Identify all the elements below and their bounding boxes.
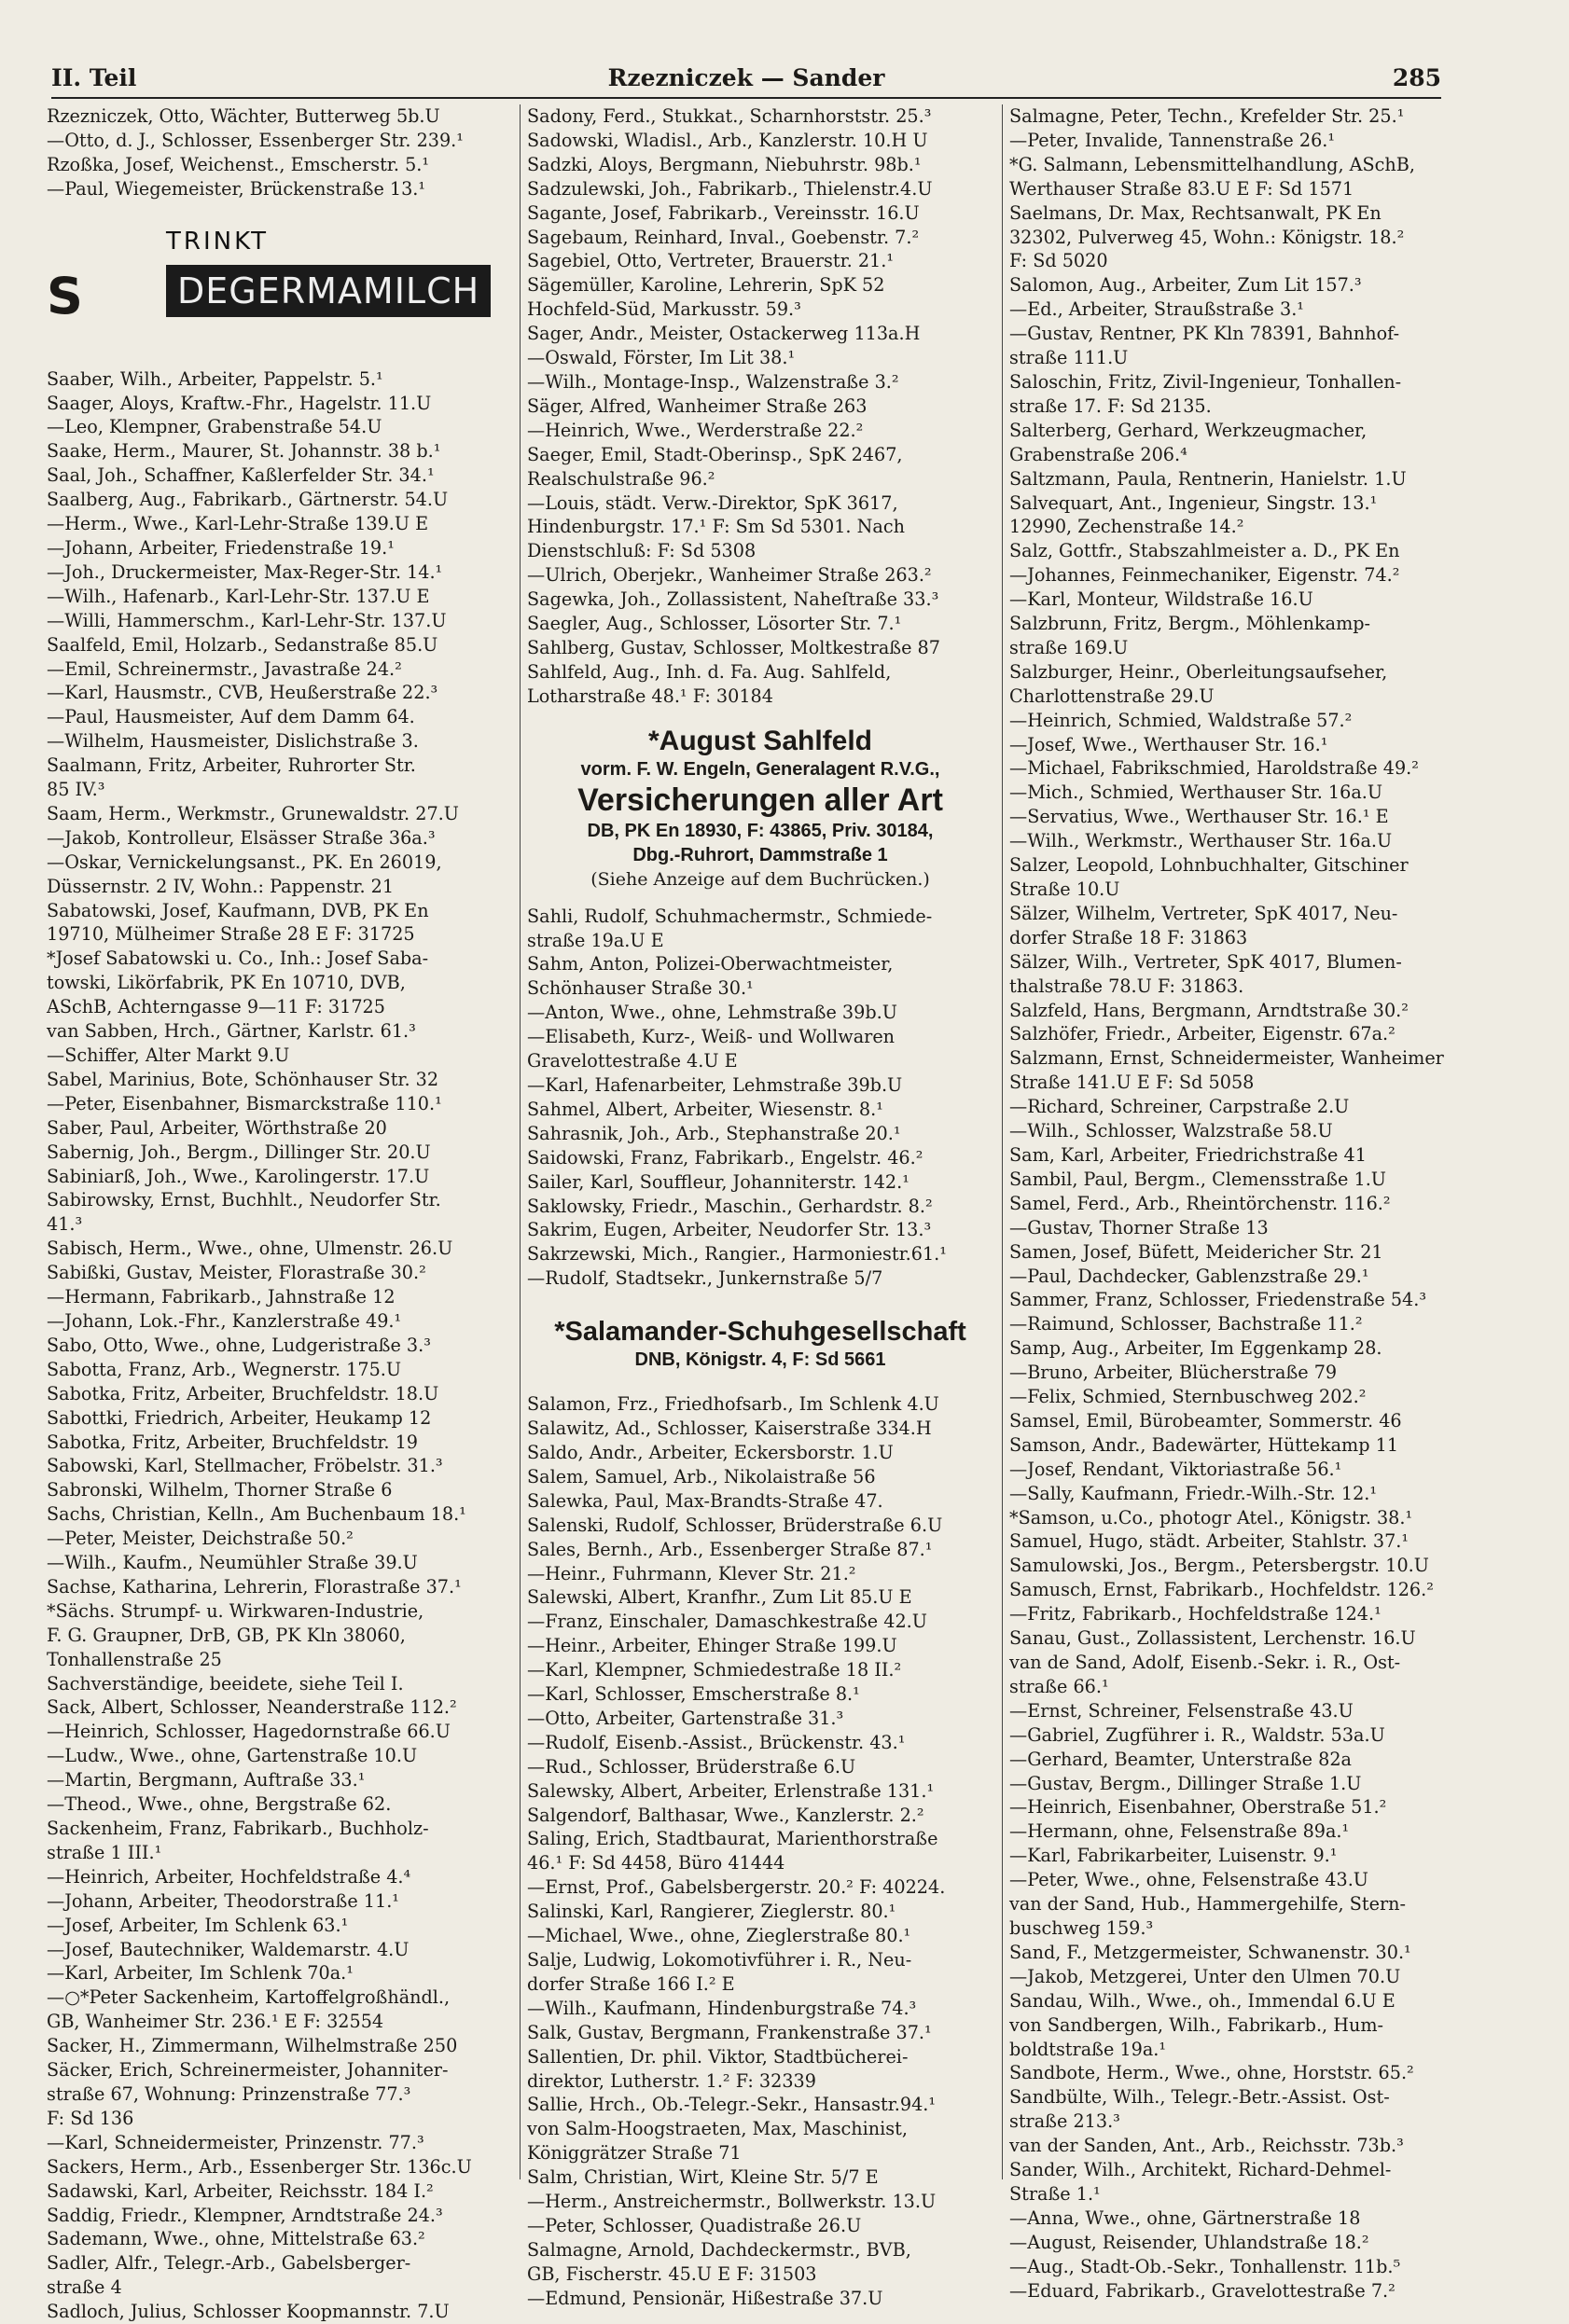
directory-entry: —Josef, Rendant, Viktoriastraße 56.¹ xyxy=(1009,1458,1342,1480)
column-2 xyxy=(527,104,993,2309)
directory-entry: Straße 10.U xyxy=(1009,878,1120,900)
directory-entry: Säger, Alfred, Wanheimer Straße 263 xyxy=(527,394,868,417)
directory-entry: 19710, Mülheimer Straße 28 E F: 31725 xyxy=(47,923,415,946)
directory-entry: —○*Peter Sackenheim, Kartoffelgroßhändl., xyxy=(47,1986,451,2009)
directory-entry: Samp, Aug., Arbeiter, Im Eggenkamp 28. xyxy=(1009,1337,1382,1360)
page-number: 285 xyxy=(1392,64,1441,91)
directory-entry: Sambil, Paul, Bergm., Clemensstraße 1.U xyxy=(1009,1168,1386,1190)
directory-entry: dorfer Straße 18 F: 31863 xyxy=(1009,926,1248,948)
directory-entry: straße 17. F: Sd 2135. xyxy=(1009,394,1212,417)
directory-entry: Sander, Wilh., Architekt, Richard-Dehmel- xyxy=(1009,2159,1392,2181)
directory-entry: —Paul, Dachdecker, Gablenzstraße 29.¹ xyxy=(1009,1265,1369,1287)
directory-entry: Saaber, Wilh., Arbeiter, Pappelstr. 5.¹ xyxy=(47,367,383,390)
directory-entry: Salterberg, Gerhard, Werkzeugmacher, xyxy=(1009,419,1368,441)
directory-entry: Sagewka, Joh., Zollassistent, Naheſtraße 33.³ xyxy=(527,588,939,611)
directory-entry: Sabotka, Fritz, Arbeiter, Bruchfeldstr. 19 xyxy=(47,1431,419,1453)
directory-entry: straße 19a.U E xyxy=(527,929,664,951)
directory-entry: Sahlberg, Gustav, Schlosser, Moltkestraße 87 xyxy=(527,636,940,658)
directory-entry: 46.¹ F: Sd 4458, Büro 41444 xyxy=(527,1852,785,1874)
directory-entry: *Samson, u.Co., photogr Atel., Königstr. 38.¹ xyxy=(1009,1506,1413,1529)
directory-entry: —Gustav, Bergm., Dillinger Straße 1.U xyxy=(1009,1772,1362,1794)
ad-line-2: DEGERMAMILCH xyxy=(166,265,491,317)
directory-entry: Salem, Samuel, Arb., Nikolaistraße 56 xyxy=(527,1465,876,1487)
directory-entry: Salzhöfer, Friedr., Arbeiter, Eigenstr. 67a.² xyxy=(1009,1023,1395,1045)
directory-entry: Realschulstraße 96.² xyxy=(527,467,715,490)
directory-entry: Straße 1.¹ xyxy=(1009,2182,1101,2205)
entry-list xyxy=(47,104,513,201)
directory-entry: —Richard, Schreiner, Carpstraße 2.U xyxy=(1009,1096,1350,1118)
directory-entry: Grabenstraße 206.⁴ xyxy=(1009,443,1187,465)
directory-entry: —Karl, Arbeiter, Im Schlenk 70a.¹ xyxy=(47,1962,354,1985)
directory-entry: Sahrasnik, Joh., Arb., Stephanstraße 20.¹ xyxy=(527,1122,901,1144)
salamander-ad xyxy=(527,1317,993,1372)
directory-entry: dorfer Straße 166 I.² E xyxy=(527,1972,735,1995)
directory-entry: Sales, Bernh., Arb., Essenberger Straße 87.¹ xyxy=(527,1538,933,1560)
entry-list xyxy=(47,367,513,2324)
directory-entry: Sabel, Marinius, Bote, Schönhauser Str. 32 xyxy=(47,1068,439,1090)
column-divider xyxy=(1002,104,1003,2179)
directory-entry: Sager, Andr., Meister, Ostackerweg 113a.H xyxy=(527,323,921,345)
directory-entry: —Ed., Arbeiter, Straußstraße 3.¹ xyxy=(1009,298,1304,321)
directory-entry: Sakrzewski, Mich., Rangier., Harmoniestr.61.¹ xyxy=(527,1243,947,1266)
directory-entry: Sallentien, Dr. phil. Viktor, Stadtbücherei- xyxy=(527,2045,909,2068)
directory-entry: Sahm, Anton, Polizei-Oberwachtmeister, xyxy=(527,953,894,975)
directory-entry: straße 169.U xyxy=(1009,636,1129,658)
page-header xyxy=(51,60,1441,99)
directory-entry: —Otto, Arbeiter, Gartenstraße 31.³ xyxy=(527,1707,844,1729)
directory-entry: —Michael, Wwe., ohne, Zieglerstraße 80.¹ xyxy=(527,1925,911,1947)
directory-entry: Sadzulewski, Joh., Fabrikarb., Thielenstr.4.U xyxy=(527,177,933,200)
directory-entry: Salomon, Aug., Arbeiter, Zum Lit 157.³ xyxy=(1009,274,1362,297)
directory-entry: —Heinrich, Schlosser, Hagedornstraße 66.U xyxy=(47,1721,451,1743)
directory-entry: Sadloch, Julius, Schlosser Koopmannstr. 7.U xyxy=(47,2301,450,2323)
directory-entry: —Rudolf, Eisenb.-Assist., Brückenstr. 43.¹ xyxy=(527,1731,906,1753)
directory-entry: Salzburger, Heinr., Oberleitungsaufseher, xyxy=(1009,660,1388,683)
directory-entry: Sademann, Wwe., ohne, Mittelstraße 63.² xyxy=(47,2228,425,2250)
directory-entry: Sabirowsky, Ernst, Buchhlt., Neudorfer Str. xyxy=(47,1189,441,1211)
directory-entry: —Herm., Wwe., Karl-Lehr-Straße 139.U E xyxy=(47,513,429,535)
directory-entry: —Ernst, Schreiner, Felsenstraße 43.U xyxy=(1009,1699,1354,1722)
directory-entry: Saldo, Andr., Arbeiter, Eckersborstr. 1.U xyxy=(527,1441,894,1463)
directory-entry: —Wilh., Kaufmann, Hindenburgstraße 74.³ xyxy=(527,1997,917,2019)
directory-entry: —Hermann, ohne, Felsenstraße 89a.¹ xyxy=(1009,1820,1350,1843)
directory-entry: Sabottki, Friedrich, Arbeiter, Heukamp 12 xyxy=(47,1406,432,1429)
directory-entry: Sagebiel, Otto, Vertreter, Brauerstr. 21.¹ xyxy=(527,250,895,272)
directory-entry: Sadler, Alfr., Telegr.-Arb., Gabelsberger- xyxy=(47,2252,411,2275)
directory-entry: Sandbülte, Wilh., Telegr.-Betr.-Assist. Ost- xyxy=(1009,2086,1390,2109)
directory-entry: —Martin, Bergmann, Auftraße 33.¹ xyxy=(47,1769,366,1791)
directory-entry: Sabißki, Gustav, Meister, Florastraße 30.² xyxy=(47,1262,426,1284)
directory-entry: Salzbrunn, Fritz, Bergm., Möhlenkamp- xyxy=(1009,613,1371,635)
directory-entry: —Franz, Einschaler, Damaschkestraße 42.U xyxy=(527,1611,927,1633)
directory-entry: Salewsky, Albert, Arbeiter, Erlenstraße 131.¹ xyxy=(527,1779,935,1802)
directory-entry: Salgendorf, Balthasar, Wwe., Kanzlerstr. 2.² xyxy=(527,1804,924,1826)
directory-entry: GB, Wanheimer Str. 236.¹ E F: 32554 xyxy=(47,2011,384,2033)
directory-entry: Salz, Gottfr., Stabszahlmeister a. D., PK En xyxy=(1009,540,1400,562)
directory-entry: —Wilh., Montage-Insp., Walzenstraße 3.² xyxy=(527,370,899,393)
directory-entry: —Jakob, Kontrolleur, Elsässer Straße 36a.³ xyxy=(47,826,436,849)
directory-entry: Saber, Paul, Arbeiter, Wörthstraße 20 xyxy=(47,1116,387,1139)
directory-entry: —Wilh., Kaufm., Neumühler Straße 39.U xyxy=(47,1552,418,1574)
directory-entry: Hochfeld-Süd, Markusstr. 59.³ xyxy=(527,298,801,321)
directory-entry: straße 213.³ xyxy=(1009,2110,1120,2133)
ad-letter: S xyxy=(47,266,83,325)
directory-entry: Saalfeld, Emil, Holzarb., Sedanstraße 85.U xyxy=(47,633,438,656)
ad-line: (Siehe Anzeige auf dem Buchrücken.) xyxy=(590,868,930,890)
directory-entry: Sakrim, Eugen, Arbeiter, Neudorfer Str. 13.³ xyxy=(527,1219,932,1241)
directory-entry: —Karl, Schlosser, Emscherstraße 8.¹ xyxy=(527,1683,860,1706)
directory-entry: —Michael, Fabrikschmied, Haroldstraße 49.² xyxy=(1009,757,1419,780)
directory-entry: Werthauser Straße 83.U E F: Sd 1571 xyxy=(1009,177,1354,200)
directory-entry: 12990, Zechenstraße 14.² xyxy=(1009,516,1244,538)
directory-entry: Salawitz, Ad., Schlosser, Kaiserstraße 334.H xyxy=(527,1418,932,1440)
directory-entry: Salewski, Albert, Kranfhr., Zum Lit 85.U E xyxy=(527,1586,912,1609)
directory-entry: —Oswald, Förster, Im Lit 38.¹ xyxy=(527,347,796,369)
directory-entry: van de Sand, Adolf, Eisenb.-Sekr. i. R., Ost- xyxy=(1009,1652,1401,1673)
directory-entry: —Wilh., Hafenarb., Karl-Lehr-Str. 137.U E xyxy=(47,585,430,607)
directory-entry: Sadawski, Karl, Arbeiter, Reichsstr. 184 I.² xyxy=(47,2179,434,2202)
ad-line-1: TRINKT xyxy=(166,227,269,256)
directory-entry: straße 4 xyxy=(47,2276,122,2299)
directory-entry: Salvequart, Ant., Ingenieur, Singstr. 13.¹ xyxy=(1009,491,1378,514)
directory-entry: Rzezniczek, Otto, Wächter, Butterweg 5b.U xyxy=(47,105,440,127)
directory-entry: Saalberg, Aug., Fabrikarb., Gärtnerstr. 54.U xyxy=(47,489,449,511)
directory-entry: Sandbote, Herm., Wwe., ohne, Horststr. 65.² xyxy=(1009,2062,1414,2084)
sahlfeld-ad xyxy=(527,726,993,892)
directory-entry: Hindenburgstr. 17.¹ F: Sm Sd 5301. Nach xyxy=(527,516,905,538)
directory-entry: —Peter, Meister, Deichstraße 50.² xyxy=(47,1528,354,1550)
directory-entry: Sagante, Josef, Fabrikarb., Vereinsstr. 16.U xyxy=(527,201,920,224)
directory-entry: —Ludw., Wwe., ohne, Gartenstraße 10.U xyxy=(47,1745,418,1767)
directory-entry: Sägemüller, Karoline, Lehrerin, SpK 52 xyxy=(527,274,885,297)
directory-entry: Sanau, Gust., Zollassistent, Lerchenstr. 16.U xyxy=(1009,1627,1416,1650)
directory-entry: Saager, Aloys, Kraftw.-Fhr., Hagelstr. 11.U xyxy=(47,392,432,414)
directory-entry: Sabiniarß, Joh., Wwe., Karolingerstr. 17.U xyxy=(47,1165,430,1187)
ad-line: vorm. F. W. Engeln, Generalagent R.V.G., xyxy=(580,758,940,780)
directory-entry: Sälzer, Wilh., Vertreter, SpK 4017, Blumen- xyxy=(1009,950,1402,973)
directory-entry: Samson, Andr., Badewärter, Hüttekamp 11 xyxy=(1009,1433,1399,1456)
degermamilch-ad xyxy=(47,228,513,358)
directory-entry: —Josef, Arbeiter, Im Schlenk 63.¹ xyxy=(47,1914,349,1936)
directory-entry: thalstraße 78.U F: 31863. xyxy=(1009,975,1244,997)
directory-entry: Saidowski, Franz, Fabrikarb., Engelstr. 46.² xyxy=(527,1146,923,1169)
directory-entry: Sahmel, Albert, Arbeiter, Wiesenstr. 8.¹ xyxy=(527,1098,883,1120)
directory-entry: Säcker, Erich, Schreinermeister, Johanniter- xyxy=(47,2059,449,2082)
directory-entry: —Heinr., Fuhrmann, Klever Str. 21.² xyxy=(527,1562,856,1584)
directory-entry: Sand, F., Metzgermeister, Schwanenstr. 30.¹ xyxy=(1009,1941,1411,1963)
entry-list xyxy=(527,1392,993,2310)
directory-entry: —Servatius, Wwe., Werthauser Str. 16.¹ E xyxy=(1009,806,1389,828)
directory-entry: Sadony, Ferd., Stukkat., Scharnhorststr. 25.³ xyxy=(527,105,932,127)
directory-entry: Samusch, Ernst, Fabrikarb., Hochfeldstr. 126.² xyxy=(1009,1579,1434,1601)
directory-entry: —Willi, Hammerschm., Karl-Lehr-Str. 137.U xyxy=(47,609,447,631)
directory-entry: —Emil, Schreinermstr., Javastraße 24.² xyxy=(47,657,402,680)
directory-entry: Sandau, Wilh., Wwe., oh., Immendal 6.U E xyxy=(1009,1989,1395,2012)
directory-entry: Schönhauser Straße 30.¹ xyxy=(527,977,754,1000)
directory-entry: —Heinr., Arbeiter, Ehinger Straße 199.U xyxy=(527,1635,897,1657)
directory-entry: ASchB, Achterngasse 9—11 F: 31725 xyxy=(47,996,385,1018)
directory-entry: 85 IV.³ xyxy=(47,779,105,801)
directory-entry: —Eduard, Fabrikarb., Gravelottestraße 7.² xyxy=(1009,2279,1395,2302)
directory-entry: Sadowski, Wladisl., Arb., Kanzlerstr. 10.H U xyxy=(527,129,928,151)
directory-entry: Sackers, Herm., Arb., Essenberger Str. 136c.U xyxy=(47,2155,472,2178)
directory-entry: —Schiffer, Alter Markt 9.U xyxy=(47,1044,290,1066)
directory-entry: —Aug., Stadt-Ob.-Sekr., Tonhallenstr. 11b.⁵ xyxy=(1009,2255,1401,2277)
directory-entry: Gravelottestraße 4.U E xyxy=(527,1050,738,1072)
directory-entry: —Heinrich, Eisenbahner, Oberstraße 51.² xyxy=(1009,1796,1387,1819)
directory-entry: —Wilhelm, Hausmeister, Dislichstraße 3. xyxy=(47,730,419,753)
directory-entry: —August, Reisender, Uhlandstraße 18.² xyxy=(1009,2231,1369,2253)
directory-entry: —Paul, Hausmeister, Auf dem Damm 64. xyxy=(47,706,415,728)
directory-entry: —Gustav, Thorner Straße 13 xyxy=(1009,1216,1269,1238)
part-label: II. Teil xyxy=(51,64,137,91)
directory-entry: —Rudolf, Stadtsekr., Junkernstraße 5/7 xyxy=(527,1267,883,1290)
directory-entry: von Salm-Hoogstraeten, Max, Maschinist, xyxy=(527,2118,908,2140)
directory-entry: Sagebaum, Reinhard, Inval., Goebenstr. 7.² xyxy=(527,226,920,248)
directory-entry: van der Sanden, Ant., Arb., Reichsstr. 73b.³ xyxy=(1009,2135,1404,2157)
directory-entry: —Josef, Wwe., Werthauser Str. 16.¹ xyxy=(1009,733,1328,755)
directory-entry: —Karl, Monteur, Wildstraße 16.U xyxy=(1009,588,1313,611)
directory-entry: Sahli, Rudolf, Schuhmachermstr., Schmiede- xyxy=(527,905,933,927)
directory-entry: Sackenheim, Franz, Fabrikarb., Buchholz- xyxy=(47,1818,429,1839)
directory-entry: buschweg 159.³ xyxy=(1009,1916,1154,1939)
directory-entry: —Josef, Bautechniker, Waldemarstr. 4.U xyxy=(47,1938,410,1960)
directory-entry: —Karl, Schneidermeister, Prinzenstr. 77.³ xyxy=(47,2131,424,2153)
directory-entry: —Heinrich, Arbeiter, Hochfeldstraße 4.⁴ xyxy=(47,1865,411,1888)
directory-entry: Samen, Josef, Büfett, Meidericher Str. 21 xyxy=(1009,1240,1383,1263)
directory-entry: Rzoßka, Josef, Weichenst., Emscherstr. 5.¹ xyxy=(47,153,430,175)
directory-entry: Sabatowski, Josef, Kaufmann, DVB, PK En xyxy=(47,899,429,921)
directory-entry: —Johann, Arbeiter, Friedenstraße 19.¹ xyxy=(47,536,395,559)
directory-entry: —Peter, Invalide, Tannenstraße 26.¹ xyxy=(1009,129,1336,151)
directory-entry: boldtstraße 19a.¹ xyxy=(1009,2038,1167,2060)
directory-entry: Salzfeld, Hans, Bergmann, Arndtstraße 30.² xyxy=(1009,999,1409,1021)
entry-list xyxy=(527,104,993,709)
directory-entry: Sabisch, Herm., Wwe., ohne, Ulmenstr. 26.U xyxy=(47,1238,453,1260)
directory-entry: —Theod., Wwe., ohne, Bergstraße 62. xyxy=(47,1793,392,1816)
directory-entry: Saltzmann, Paula, Rentnerin, Hanielstr. 1.U xyxy=(1009,467,1407,490)
directory-entry: von Sandbergen, Wilh., Fabrikarb., Hum- xyxy=(1009,2013,1384,2036)
directory-entry: GB, Fischerstr. 45.U E F: 31503 xyxy=(527,2262,817,2285)
directory-entry: straße 111.U xyxy=(1009,347,1129,369)
directory-entry: Sallie, Hrch., Ob.-Telegr.-Sekr., Hansastr.94.¹ xyxy=(527,2094,937,2116)
directory-entry: —Bruno, Arbeiter, Blücherstraße 79 xyxy=(1009,1362,1338,1384)
directory-entry: van der Sand, Hub., Hammergehilfe, Stern- xyxy=(1009,1893,1406,1916)
directory-entry: straße 1 III.¹ xyxy=(47,1841,162,1863)
directory-entry: —Johann, Lok.-Fhr., Kanzlerstraße 49.¹ xyxy=(47,1309,402,1332)
directory-entry: —Karl, Hafenarbeiter, Lehmstraße 39b.U xyxy=(527,1074,903,1096)
directory-entry: *G. Salmann, Lebensmittelhandlung, ASchB, xyxy=(1009,153,1415,175)
directory-entry: —Herm., Anstreichermstr., Bollwerkstr. 13.U xyxy=(527,2191,937,2213)
directory-entry: —Gabriel, Zugführer i. R., Waldstr. 53a.U xyxy=(1009,1723,1385,1746)
directory-entry: straße 66.¹ xyxy=(1009,1675,1109,1697)
directory-entry: —Gerhard, Beamter, Unterstraße 82a xyxy=(1009,1748,1352,1770)
column-3 xyxy=(1009,104,1476,2302)
directory-entry: Saalmann, Fritz, Arbeiter, Ruhrorter Str. xyxy=(47,754,416,777)
directory-entry: Sabotka, Fritz, Arbeiter, Bruchfeldstr. 18.U xyxy=(47,1382,439,1404)
directory-entry: Samulowski, Jos., Bergm., Petersbergstr. 10.U xyxy=(1009,1555,1429,1577)
directory-entry: Sahlfeld, Aug., Inh. d. Fa. Aug. Sahlfeld, xyxy=(527,660,892,683)
directory-entry: direktor, Lutherstr. 1.² F: 32339 xyxy=(527,2069,816,2092)
directory-entry: *Josef Sabatowski u. Co., Inh.: Josef Saba- xyxy=(47,948,429,970)
directory-entry: —Anton, Wwe., ohne, Lehmstraße 39b.U xyxy=(527,1002,897,1024)
directory-entry: Saegler, Aug., Schlosser, Lösorter Str. 7.¹ xyxy=(527,613,902,635)
directory-entry: Salinski, Karl, Rangierer, Zieglerstr. 80.¹ xyxy=(527,1901,896,1923)
directory-entry: Salamon, Frz., Friedhofsarb., Im Schlenk 4.U xyxy=(527,1393,939,1416)
directory-entry: Saloschin, Fritz, Zivil-Ingenieur, Tonhallen- xyxy=(1009,370,1402,393)
directory-entry: Straße 141.U E F: Sd 5058 xyxy=(1009,1072,1255,1094)
directory-entry: van Sabben, Hrch., Gärtner, Karlstr. 61.³ xyxy=(47,1020,416,1043)
directory-entry: —Peter, Wwe., ohne, Felsenstraße 43.U xyxy=(1009,1869,1368,1891)
directory-entry: —Heinrich, Schmied, Waldstraße 57.² xyxy=(1009,709,1353,731)
directory-entry: —Heinrich, Wwe., Werderstraße 22.² xyxy=(527,419,864,441)
directory-entry: —Peter, Schlosser, Quadistraße 26.U xyxy=(527,2214,862,2236)
column-divider xyxy=(520,104,521,2179)
directory-entry: Salmagne, Peter, Techn., Krefelder Str. 25.¹ xyxy=(1009,105,1405,127)
directory-entry: Saling, Erich, Stadtbaurat, Marienthorstraße xyxy=(527,1828,938,1850)
directory-entry: —Paul, Wiegemeister, Brückenstraße 13.¹ xyxy=(47,177,426,200)
directory-entry: —Hermann, Fabrikarb., Jahnstraße 12 xyxy=(47,1286,396,1308)
directory-entry: Salenski, Rudolf, Schlosser, Brüderstraße 6.U xyxy=(527,1514,943,1536)
directory-entry: —Leo, Klempner, Grabenstraße 54.U xyxy=(47,416,382,438)
directory-entry: —Johannes, Feinmechaniker, Eigenstr. 74.² xyxy=(1009,564,1400,587)
directory-entry: Salmagne, Arnold, Dachdeckermstr., BVB, xyxy=(527,2238,911,2261)
directory-entry: Salk, Gustav, Bergmann, Frankenstraße 37.¹ xyxy=(527,2021,932,2043)
directory-entry: Sadzki, Aloys, Bergmann, Niebuhrstr. 98b.¹ xyxy=(527,153,922,175)
directory-entry: Sacker, H., Zimmermann, Wilhelmstraße 250 xyxy=(47,2035,458,2057)
directory-entry: —Louis, städt. Verw.-Direktor, SpK 3617, xyxy=(527,491,898,514)
directory-entry: Saam, Herm., Werkmstr., Grunewaldstr. 27.U xyxy=(47,802,459,824)
ad-name: *Salamander-Schuhgesellschaft xyxy=(554,1317,966,1348)
directory-entry: Salzer, Leopold, Lohnbuchhalter, Gitschiner xyxy=(1009,854,1409,877)
entry-list xyxy=(527,905,993,1292)
directory-entry: —Ernst, Prof., Gabelsbergerstr. 20.² F: 40224. xyxy=(527,1876,946,1899)
directory-entry: Samuel, Hugo, städt. Arbeiter, Stahlstr. 37.¹ xyxy=(1009,1530,1409,1553)
directory-entry: Sammer, Franz, Schlosser, Friedenstraße 54.³ xyxy=(1009,1289,1427,1311)
directory-entry: Düssernstr. 2 IV, Wohn.: Pappenstr. 21 xyxy=(47,875,395,897)
directory-entry: —Edmund, Pensionär, Hißestraße 37.U xyxy=(527,2287,883,2309)
directory-entry: Sack, Albert, Schlosser, Neanderstraße 112.² xyxy=(47,1696,457,1719)
directory-entry: —Johann, Arbeiter, Theodorstraße 11.¹ xyxy=(47,1889,399,1912)
directory-entry: —Elisabeth, Kurz-, Weiß- und Wollwaren xyxy=(527,1026,896,1048)
directory-entry: —Sally, Kaufmann, Friedr.-Wilh.-Str. 12.¹ xyxy=(1009,1482,1378,1504)
directory-entry: —Mich., Schmied, Werthauser Str. 16a.U xyxy=(1009,782,1383,804)
directory-entry: Sam, Karl, Arbeiter, Friedrichstraße 41 xyxy=(1009,1143,1367,1166)
directory-entry: F. G. Graupner, DrB, GB, PK Kln 38060, xyxy=(47,1624,406,1646)
directory-entry: —Gustav, Rentner, PK Kln 78391, Bahnhof- xyxy=(1009,323,1400,345)
directory-entry: —Otto, d. J., Schlosser, Essenberger Str. 239.¹ xyxy=(47,129,464,151)
directory-entry: Sabotta, Franz, Arb., Wegnerstr. 175.U xyxy=(47,1358,402,1380)
directory-entry: Salewka, Paul, Max-Brandts-Straße 47. xyxy=(527,1489,883,1512)
directory-entry: —Fritz, Fabrikarb., Hochfeldstraße 124.¹ xyxy=(1009,1603,1382,1625)
directory-entry: —Felix, Schmied, Sternbuschweg 202.² xyxy=(1009,1386,1367,1408)
directory-entry: —Peter, Eisenbahner, Bismarckstraße 110.¹ xyxy=(47,1092,442,1114)
directory-entry: Saelmans, Dr. Max, Rechtsanwalt, PK En xyxy=(1009,201,1382,224)
directory-entry: Saddig, Friedr., Klempner, Arndtstraße 24.³ xyxy=(47,2204,443,2226)
directory-entry: Sachverständige, beeidete, siehe Teil I. xyxy=(47,1672,404,1695)
directory-entry: Sabronski, Wilhelm, Thorner Straße 6 xyxy=(47,1479,393,1501)
directory-entry: F: Sd 5020 xyxy=(1009,250,1108,272)
directory-entry: Tonhallenstraße 25 xyxy=(47,1648,222,1670)
ad-name: *August Sahlfeld xyxy=(647,725,872,756)
directory-entry: F: Sd 136 xyxy=(47,2107,134,2129)
directory-entry: Charlottenstraße 29.U xyxy=(1009,685,1215,707)
ad-line: DB, PK En 18930, F: 43865, Priv. 30184, xyxy=(587,820,934,841)
directory-entry: Sachse, Katharina, Lehrerin, Florastraße 37.¹ xyxy=(47,1575,462,1598)
directory-entry: towski, Likörfabrik, PK En 10710, DVB, xyxy=(47,972,406,994)
directory-entry: —Wilh., Schlosser, Walzstraße 58.U xyxy=(1009,1120,1333,1142)
directory-entry: straße 67, Wohnung: Prinzenstraße 77.³ xyxy=(47,2082,411,2105)
directory-entry: —Jakob, Metzgerei, Unter den Ulmen 70.U xyxy=(1009,1965,1401,1987)
directory-entry: Sailer, Karl, Souffleur, Johanniterstr. 142.¹ xyxy=(527,1170,909,1193)
directory-entry: —Oskar, Vernickelungsanst., PK. En 26019, xyxy=(47,851,442,873)
column-1 xyxy=(47,104,513,2323)
entry-list xyxy=(1009,104,1476,2303)
directory-entry: —Karl, Klempner, Schmiedestraße 18 II.² xyxy=(527,1659,902,1681)
directory-entry: Samel, Ferd., Arb., Rheintörchenstr. 116.² xyxy=(1009,1192,1391,1214)
directory-entry: —Wilh., Werkmstr., Werthauser Str. 16a.U xyxy=(1009,830,1393,852)
ad-line: Dbg.-Ruhrort, Dammstraße 1 xyxy=(632,844,888,865)
running-title: Rzezniczek — Sander xyxy=(607,64,885,91)
directory-entry: *Sächs. Strumpf- u. Wirkwaren-Industrie, xyxy=(47,1599,424,1622)
directory-entry: Lotharstraße 48.¹ F: 30184 xyxy=(527,685,773,707)
ad-line: DNB, Königstr. 4, F: Sd 5661 xyxy=(634,1349,886,1371)
directory-entry: Saeger, Emil, Stadt-Oberinsp., SpK 2467, xyxy=(527,443,903,465)
directory-entry: Sachs, Christian, Kelln., Am Buchenbaum 18.¹ xyxy=(47,1503,466,1526)
directory-entry: —Raimund, Schlosser, Bachstraße 11.² xyxy=(1009,1313,1363,1335)
directory-entry: —Karl, Fabrikarbeiter, Luisenstr. 9.¹ xyxy=(1009,1845,1338,1867)
directory-entry: Saake, Herm., Maurer, St. Johannstr. 38 b.¹ xyxy=(47,440,441,463)
directory-entry: Sabernig, Joh., Bergm., Dillinger Str. 20.U xyxy=(47,1141,431,1163)
ad-line: Versicherungen aller Art xyxy=(577,782,943,818)
directory-entry: —Anna, Wwe., ohne, Gärtnerstraße 18 xyxy=(1009,2206,1361,2229)
directory-entry: Saal, Joh., Schaffner, Kaßlerfelder Str. 34.¹ xyxy=(47,464,435,487)
directory-entry: Salm, Christian, Wirt, Kleine Str. 5/7 E xyxy=(527,2166,879,2189)
directory-entry: —Karl, Hausmstr., CVB, Heußerstraße 22.³ xyxy=(47,682,438,704)
directory-entry: —Ulrich, Oberjekr., Wanheimer Straße 263.² xyxy=(527,564,932,587)
directory-entry: 32302, Pulverweg 45, Wohn.: Königstr. 18.² xyxy=(1009,226,1405,248)
directory-entry: —Rud., Schlosser, Brüderstraße 6.U xyxy=(527,1755,856,1778)
directory-entry: —Joh., Druckermeister, Max-Reger-Str. 14.¹ xyxy=(47,560,443,583)
directory-entry: Sabowski, Karl, Stellmacher, Fröbelstr. 31.³ xyxy=(47,1455,443,1477)
directory-entry: Samsel, Emil, Bürobeamter, Sommerstr. 46 xyxy=(1009,1409,1402,1432)
directory-entry: 41.³ xyxy=(47,1213,83,1236)
directory-entry: Sälzer, Wilhelm, Vertreter, SpK 4017, Neu- xyxy=(1009,902,1398,924)
directory-entry: Dienstschluß: F: Sd 5308 xyxy=(527,540,757,562)
directory-entry: Königgrätzer Straße 71 xyxy=(527,2142,742,2165)
directory-entry: Salje, Ludwig, Lokomotivführer i. R., Neu- xyxy=(527,1949,912,1971)
directory-entry: Saklowsky, Friedr., Maschin., Gerhardstr. 8.² xyxy=(527,1195,933,1217)
directory-entry: Sabo, Otto, Wwe., ohne, Ludgeristraße 3.³ xyxy=(47,1334,431,1356)
directory-entry: Salzmann, Ernst, Schneidermeister, Wanheimer xyxy=(1009,1047,1444,1070)
